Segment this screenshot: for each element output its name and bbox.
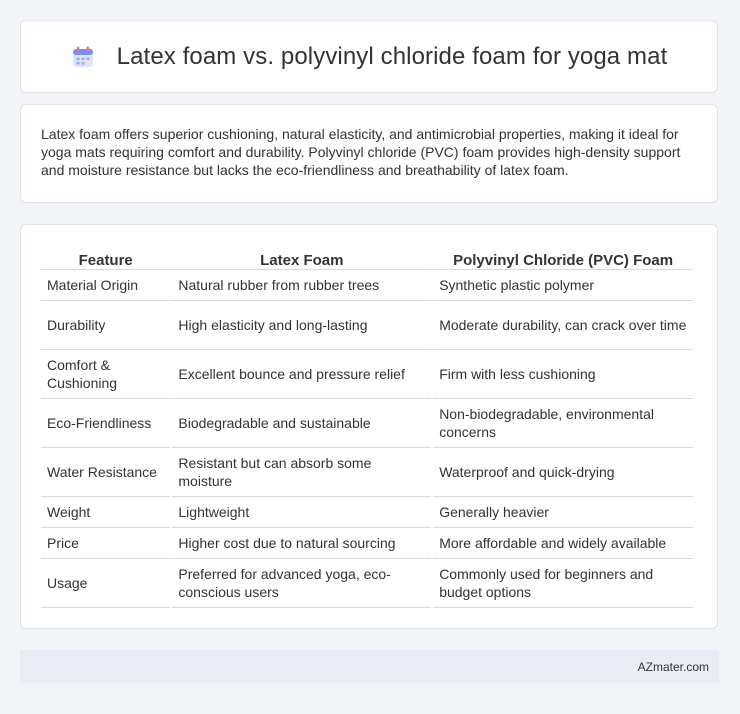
table-row [41, 270, 693, 301]
feature-cell: Water Resistance [41, 448, 170, 497]
column-header-feature: Feature [41, 247, 170, 270]
pvc-cell: Moderate durability, can crack over time [433, 301, 693, 350]
column-header-latex: Latex Foam [172, 247, 431, 270]
comparison-card [20, 224, 718, 629]
pvc-cell: Synthetic plastic polymer [433, 270, 693, 301]
footer-site-credit: AZmater.com [637, 659, 709, 674]
latex-cell: Lightweight [172, 497, 431, 528]
summary-text: Latex foam offers superior cushioning, natural elasticity, and antimicrobial properties, making it ideal for yoga mats requiring comfort and durability. Polyvinyl chloride (PVC) foam provides high-density support and moisture resistance but lacks the eco-friendliness and breathability of latex foam. [41, 126, 681, 178]
latex-cell: Resistant but can absorb some moisture [172, 448, 431, 497]
title-card [20, 20, 718, 93]
feature-cell: Weight [41, 497, 170, 528]
feature-cell: Durability [41, 301, 170, 350]
pvc-cell: Non-biodegradable, environmental concerns [433, 399, 693, 448]
table-row [41, 497, 693, 528]
table-row [41, 399, 693, 448]
latex-cell: Preferred for advanced yoga, eco-conscious users [172, 559, 431, 608]
pvc-cell: Waterproof and quick-drying [433, 448, 693, 497]
feature-cell: Comfort & Cushioning [41, 350, 170, 399]
pvc-cell: Firm with less cushioning [433, 350, 693, 399]
table-row [41, 528, 693, 559]
calendar-icon [71, 45, 95, 69]
table-row [41, 350, 693, 399]
latex-cell: High elasticity and long-lasting [172, 301, 431, 350]
feature-cell: Material Origin [41, 270, 170, 301]
pvc-cell: More affordable and widely available [433, 528, 693, 559]
table-row [41, 448, 693, 497]
table-header-row [41, 247, 693, 270]
pvc-cell: Commonly used for beginners and budget options [433, 559, 693, 608]
latex-cell: Excellent bounce and pressure relief [172, 350, 431, 399]
latex-cell: Biodegradable and sustainable [172, 399, 431, 448]
footer-bar [20, 650, 719, 683]
column-header-pvc: Polyvinyl Chloride (PVC) Foam [433, 247, 693, 270]
latex-cell: Higher cost due to natural sourcing [172, 528, 431, 559]
page-title: Latex foam vs. polyvinyl chloride foam for yoga mat [116, 42, 668, 70]
latex-cell: Natural rubber from rubber trees [172, 270, 431, 301]
table-row [41, 559, 693, 608]
pvc-cell: Generally heavier [433, 497, 693, 528]
feature-cell: Usage [41, 559, 170, 608]
feature-cell: Price [41, 528, 170, 559]
table-row [41, 301, 693, 350]
feature-cell: Eco-Friendliness [41, 399, 170, 448]
comparison-table [39, 247, 695, 608]
summary-card [20, 104, 718, 203]
